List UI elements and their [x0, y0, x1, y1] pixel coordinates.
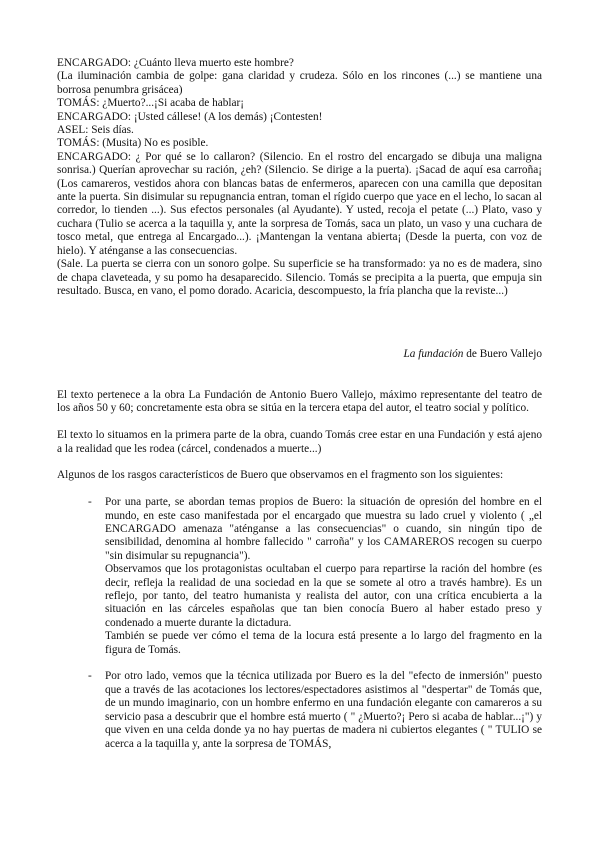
dialogue-line: ENCARGADO: ¿Cuánto lleva muerto este hombre?	[57, 57, 294, 69]
list-item-text: Por otro lado, vemos que la técnica utilizada por Buero es la del "efecto de inmersión" puesto que a través de las acotaciones los lectores/espectadores asistimos al "despertar" de Tomás que, de un mundo imaginario, con un hombre enfermo en una fundación elegante con camareros a su servicio pasa a descubrir que el hombre está muerto ( " ¿Muerto?¡ Pero si acaba de hablar...¡") y que viven en una celda donde ya no hay puertas de madera ni cubiertos elegantes ( " TULIO se acerca a la taquilla y, ante la sorpresa de TOMÁS,	[105, 670, 542, 750]
work-title: La fundación	[403, 348, 464, 360]
paragraph-features-intro: Algunos de los rasgos característicos de Buero que observamos en el fragmento son los siguientes:	[57, 469, 504, 482]
stage-direction: (Sale. La puerta se cierra con un sonoro golpe. Su superficie se ha transformado: ya no es de madera, sino de chapa claveteada, y su pomo ha desaparecido. Silencio. Tomás se precipita a la puerta, que empuja sin resultado. Busca, en vano, el pomo dorado. Acaricia, descompuesto, la fría plancha que la reviste...)	[57, 258, 542, 297]
paragraph-work-context: El texto pertenece a la obra La Fundación de Antonio Buero Vallejo, máximo representante del teatro de los años 50 y 60; concretamente esta obra se sitúa en la tercera etapa del autor, el teatro social y político.	[57, 389, 542, 415]
list-dash: -	[88, 670, 92, 683]
list-dash: -	[88, 496, 92, 509]
dialogue-line: ASEL: Seis días.	[57, 124, 134, 137]
list-item-text: Observamos que los protagonistas ocultaban el cuerpo para repartirse la ración del hombre (es decir, refleja la realidad de una sociedad en la que se somete al otro a través hambre). Es un reflejo, por tanto, del teatro humanista y realista del autor, con una crítica encubierta a la situación en las cárceles españolas que tan bien conocía Buero al haber estado preso y condenado a muerte durante la dictadura.	[105, 563, 542, 629]
dialogue-line: ENCARGADO: ¡Usted cállese! (A los demás) ¡Contesten!	[57, 110, 323, 123]
dialogue-line: ENCARGADO: ¿ Por qué se lo callaron? (Silencio. En el rostro del encargado se dibuja una maligna sonrisa.) Querían aprovechar su ración, ¿eh? (Silencio. Se dirige a la puerta). ¡Sacad de aquí esa carroña¡ (Los camareros, vestidos ahora con blancas batas de enfermeros, aparecen con una camilla que depositan ante la puerta. Sin disimular su repugnancia entran, toman el rígido cuerpo que yace en el lecho, lo sacan al corredor, lo tienden ...). Sus efectos personales (al Ayudante). Y usted, recoja el petate (...) Plato, vaso y cuchara (Tulio se acerca a la taquilla y, ante la sorpresa de Tomás, saca un plato, un vaso y una cuchara de tosco metal, que entrega al Encargado...). ¡Mantengan la ventana abierta¡ (Desde la puerta, con voz de hielo). Y aténganse a las consecuencias.	[57, 150, 542, 257]
list-item-text: También se puede ver cómo el tema de la locura está presente a lo largo del fragmento en la figura de Tomás.	[105, 630, 542, 656]
list-item	[57, 496, 542, 657]
play-excerpt	[57, 57, 542, 298]
dialogue-line: TOMÁS: (Musita) No es posible.	[57, 137, 209, 150]
features-list	[57, 496, 542, 751]
paragraph-plot-position: El texto lo situamos en la primera parte de la obra, cuando Tomás cree estar en una Fundación y está ajeno a la realidad que les rodea (cárcel, condenados a muerte...)	[57, 429, 542, 455]
list-item-text: Por una parte, se abordan temas propios de Buero: la situación de opresión del hombre en el mundo, en este caso manifestada por el encargado que muestra su lado cruel y violento ( „el ENCARGADO amenaza "aténganse a las consecuencias" o cuando, sin ningún tipo de sensibilidad, denomina al hombre fallecido " carroña" y los CAMAREROS recogen su cuerpo "sin disimular su repugnancia").	[105, 496, 542, 562]
commentary	[57, 389, 542, 764]
dialogue-line: TOMÁS: ¿Muerto?...¡Si acaba de hablar¡	[57, 97, 245, 110]
stage-direction: (La iluminación cambia de golpe: gana claridad y crudeza. Sólo en los rincones (...) se mantiene una borrosa penumbra grisácea)	[57, 70, 542, 96]
author-credit: de Buero Vallejo	[463, 348, 542, 360]
list-item	[57, 670, 542, 750]
excerpt-attribution	[57, 348, 542, 361]
